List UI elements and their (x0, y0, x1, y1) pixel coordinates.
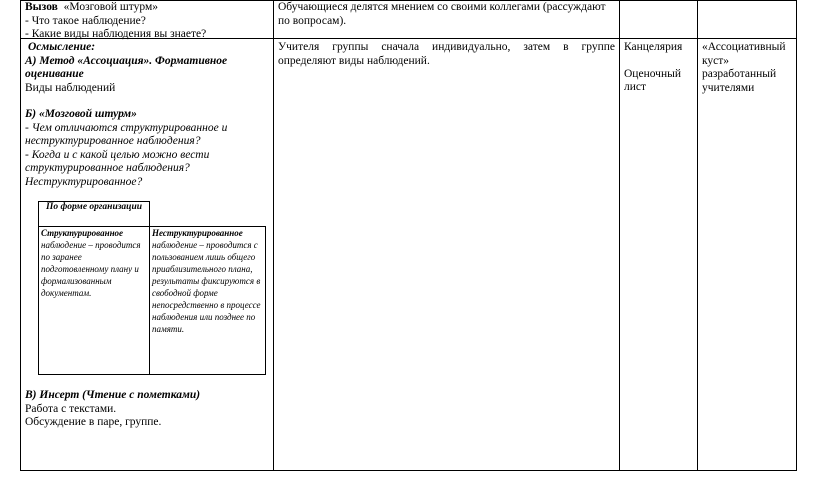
brainstorm-label: «Мозговой штурм» (63, 1, 159, 13)
resource-assessment-sheet: Оценочный лист (624, 67, 681, 93)
method-v-line-1: Работа с текстами. (25, 402, 117, 415)
row1-stage-cell (25, 1, 270, 42)
column-divider-1 (273, 0, 274, 471)
method-a-title: А) Метод «Ассоциация». Формативное оценивание (25, 54, 228, 80)
row2-stage-cell (25, 41, 270, 189)
structured-column (41, 227, 147, 299)
unstructured-text: наблюдение – проводится с пользованием лишь общего приаблизительного плана, результаты фиксируются в свободной форме непосредственно в процессе наблюдения или позднее по памяти. (152, 240, 261, 334)
method-b-question-1: - Чем отличаются структурированное и неструктурированное наблюдения? (25, 121, 228, 147)
question-2: - Какие виды наблюдения вы знаете? (25, 28, 207, 40)
table-border-left (20, 0, 21, 471)
table-border-bottom (20, 470, 797, 471)
table-border-right (796, 0, 797, 471)
row2-result-cell: «Ассоциативный куст» разработанный учителями (702, 41, 786, 94)
stage-heading-comprehension: Осмысление: (28, 41, 96, 53)
structured-text: наблюдение – проводится по заранее подготовленному плану и формализованным документам. (41, 240, 141, 298)
column-divider-2 (619, 0, 620, 471)
method-v-title: В) Инсерт (Чтение с пометками) (25, 389, 201, 401)
structured-title: Структурированное (41, 228, 124, 238)
row2-resources-cell (624, 41, 694, 95)
method-a-text: Виды наблюдений (25, 81, 116, 94)
row2-activity-cell: Учителя группы сначала индивидуально, затем в группе определяют виды наблюдений. (278, 41, 615, 67)
question-1: - Что такое наблюдение? (25, 14, 146, 27)
unstructured-column (152, 227, 264, 335)
stage-heading-challenge: Вызов (25, 1, 58, 13)
resource-stationery: Канцелярия (624, 41, 683, 53)
unstructured-title: Неструктурированное (152, 228, 243, 238)
method-v-block (25, 389, 270, 430)
method-b-question-2: - Когда и с какой целью можно вести структурированное наблюдения? Неструктурированное? (25, 148, 210, 188)
method-v-line-2: Обсуждение в паре, группе. (25, 416, 162, 428)
observation-types-table (38, 201, 266, 375)
row1-activity-cell: Обучающиеся делятся мнением со своими коллегами (рассуждают по вопросам). (278, 1, 606, 27)
inner-table-header: По форме организации (45, 202, 143, 212)
column-divider-3 (697, 0, 698, 471)
method-b-title: Б) «Мозговой штурм» (25, 108, 137, 120)
